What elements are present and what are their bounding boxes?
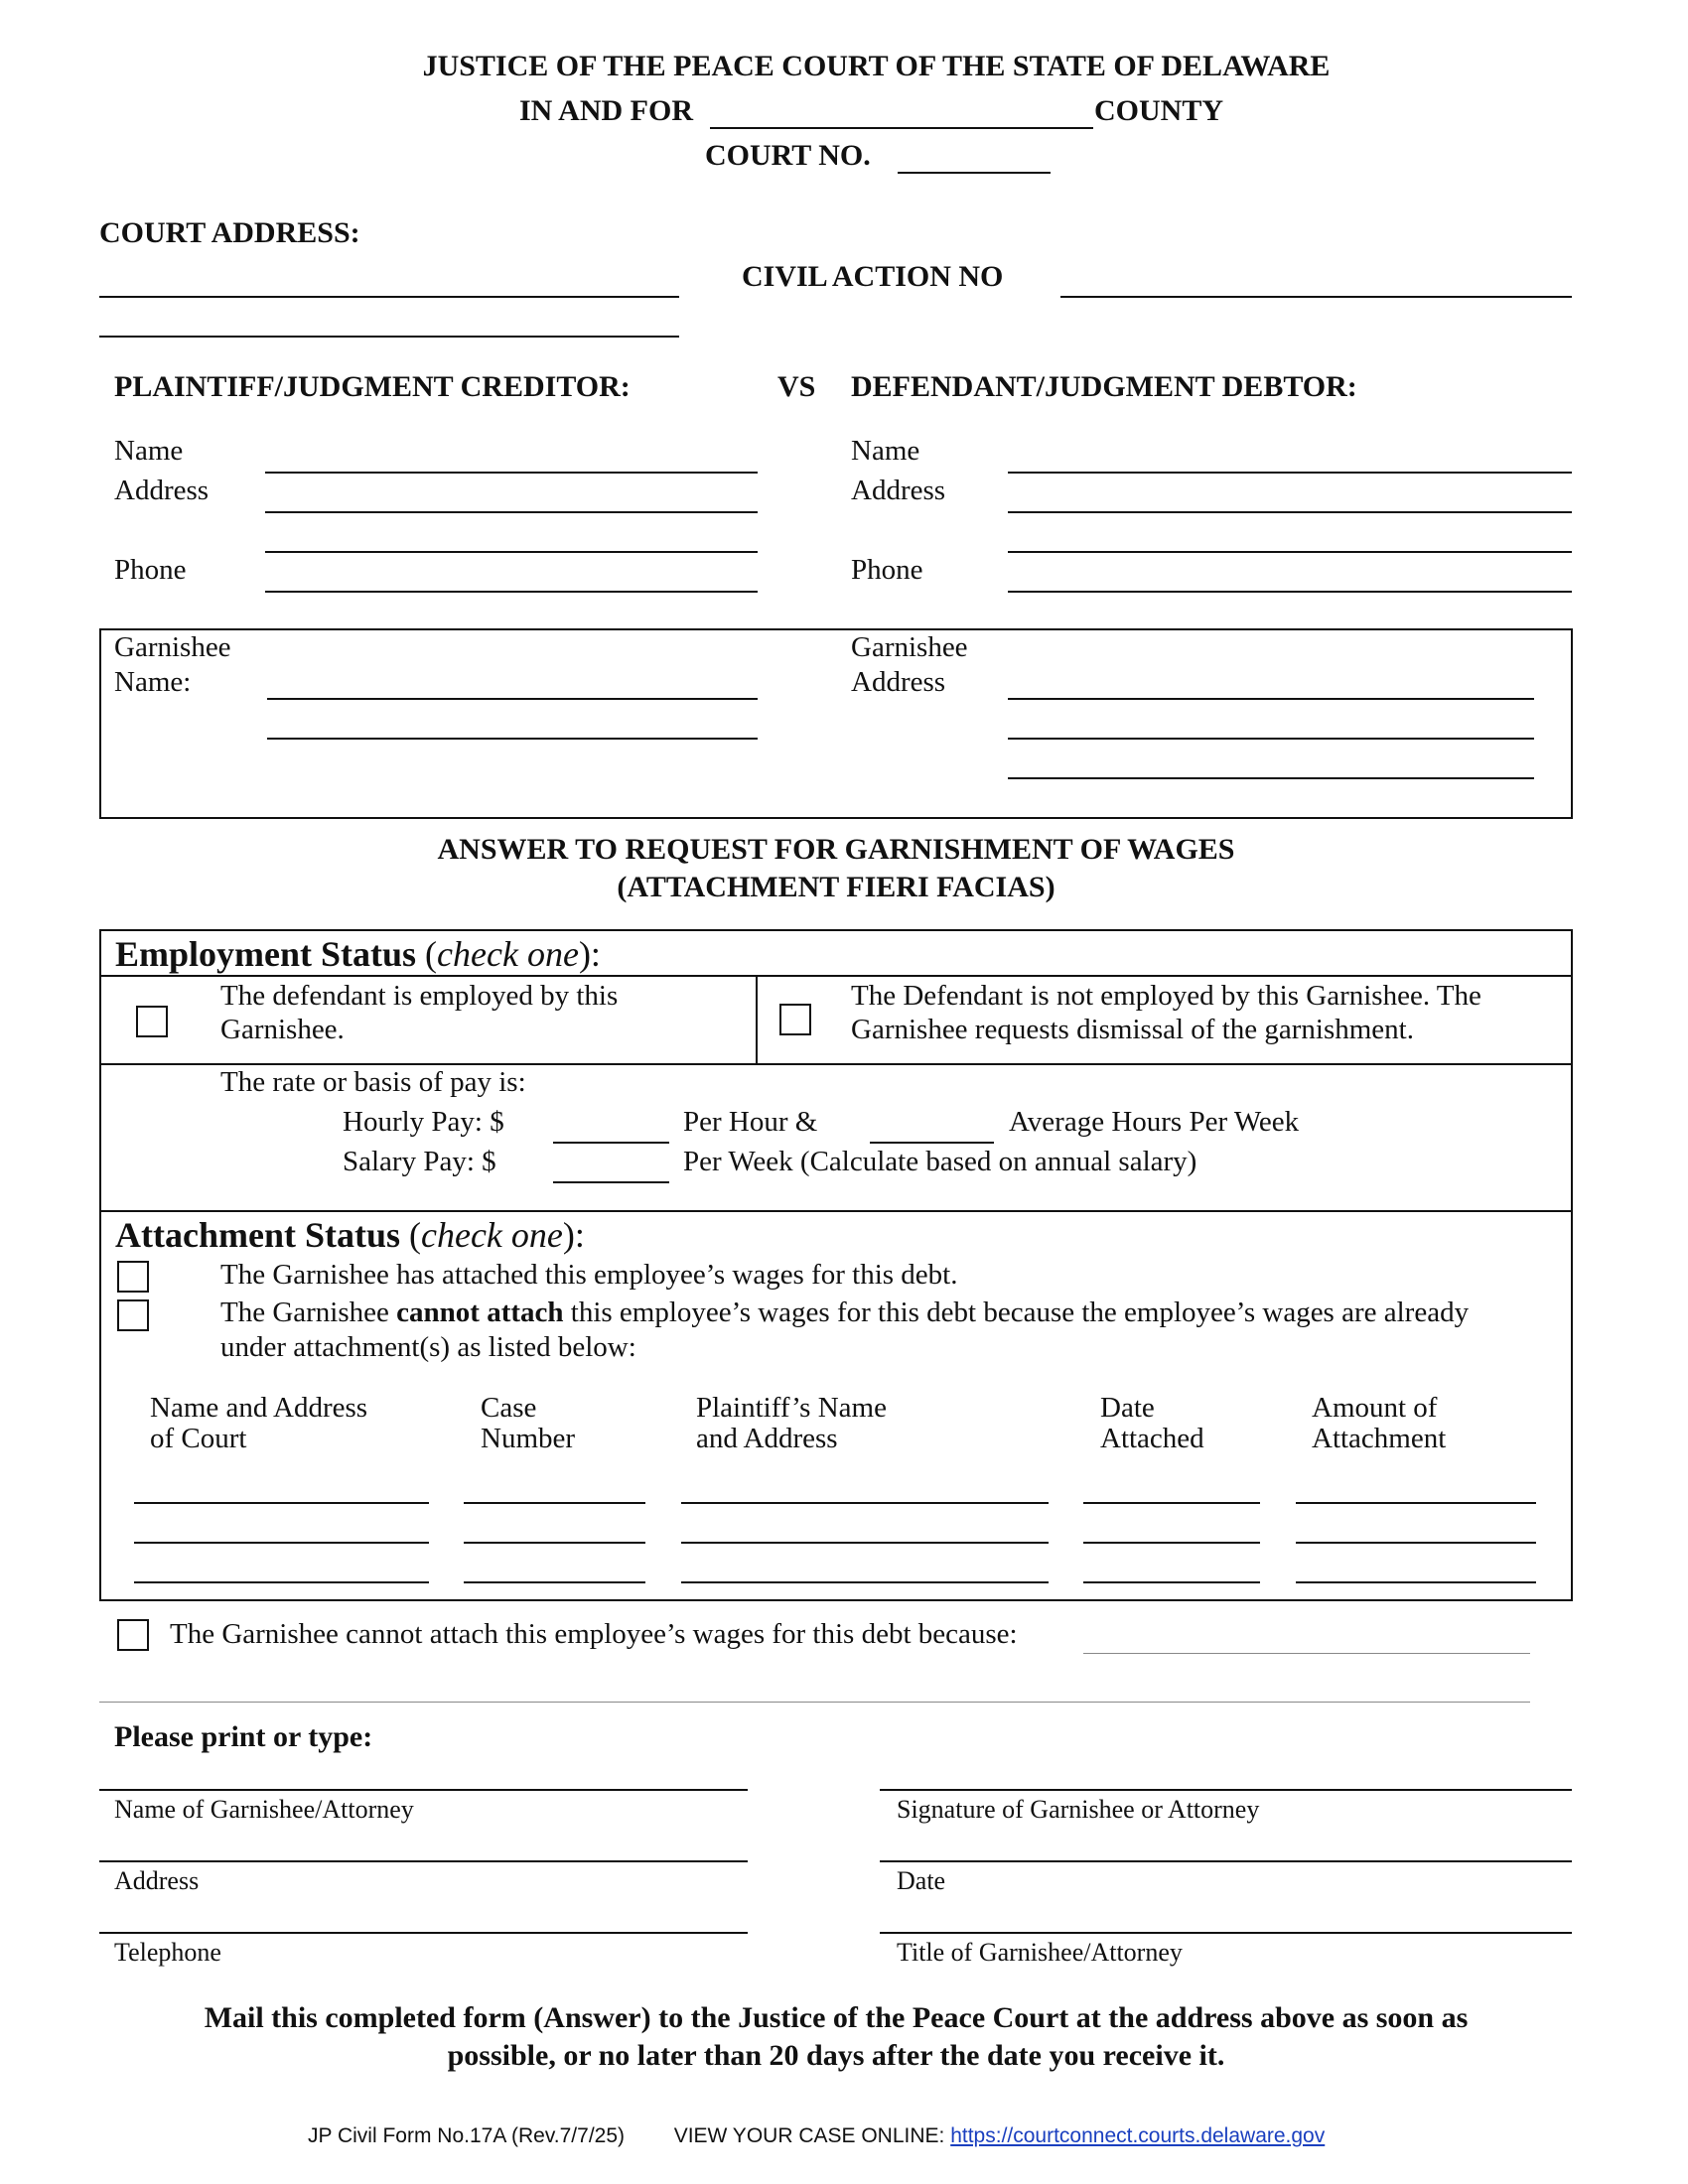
not-employed-checkbox[interactable] xyxy=(779,1004,811,1035)
garnishee-name-line[interactable] xyxy=(99,1789,748,1791)
garnishee-address-field-2[interactable] xyxy=(1008,738,1534,740)
row1-court[interactable] xyxy=(134,1502,429,1504)
col-plaintiff-l1: Plaintiff’s Name xyxy=(696,1392,887,1424)
col-plaintiff-header xyxy=(696,1392,887,1455)
plaintiff-name-label: Name xyxy=(114,435,184,467)
cannot-attach-reason-field-1[interactable] xyxy=(1083,1653,1530,1654)
col-amount-l1: Amount of xyxy=(1312,1392,1438,1424)
plaintiff-address-field-2[interactable] xyxy=(265,551,758,553)
employment-divider-mid xyxy=(756,975,758,1064)
attached-text: The Garnishee has attached this employee’s wages for this debt. xyxy=(220,1259,958,1291)
defendant-name-field[interactable] xyxy=(1008,472,1572,474)
cannot-attach-text xyxy=(220,1297,1469,1329)
attachment-heading-text: Attachment Status xyxy=(115,1215,400,1255)
plaintiff-heading: PLAINTIFF/JUDGMENT CREDITOR: xyxy=(114,370,631,403)
cannot-attach-because-text: The Garnishee cannot attach this employee’s wages for this debt because: xyxy=(170,1618,1018,1650)
employed-text-1: The defendant is employed by this xyxy=(220,980,619,1012)
per-week-label: Per Week (Calculate based on annual salary) xyxy=(683,1146,1197,1177)
row3-case[interactable] xyxy=(464,1581,645,1583)
row2-amount[interactable] xyxy=(1296,1542,1536,1544)
salary-pay-field[interactable] xyxy=(553,1181,669,1183)
court-no-label: COURT NO. xyxy=(705,139,871,172)
civil-action-field[interactable] xyxy=(1060,296,1572,298)
row1-amount[interactable] xyxy=(1296,1502,1536,1504)
court-address-label: COURT ADDRESS: xyxy=(99,216,360,249)
defendant-address-label: Address xyxy=(851,475,946,506)
garnishee-address-field-1[interactable] xyxy=(1008,698,1534,700)
defendant-heading: DEFENDANT/JUDGMENT DEBTOR: xyxy=(851,370,1357,403)
attachment-heading xyxy=(115,1214,585,1256)
employment-check-one: (check one): xyxy=(425,934,601,974)
cannot-attach-post: this employee’s wages for this debt because the employee’s wages are already xyxy=(563,1297,1470,1328)
col-court-l2: of Court xyxy=(150,1423,247,1454)
row2-date[interactable] xyxy=(1083,1542,1260,1544)
row2-plaintiff[interactable] xyxy=(681,1542,1049,1544)
garnishee-box xyxy=(99,628,1573,819)
col-plaintiff-l2: and Address xyxy=(696,1423,838,1454)
col-amount-l2: Attachment xyxy=(1312,1423,1447,1454)
row1-date[interactable] xyxy=(1083,1502,1260,1504)
employed-text-2: Garnishee. xyxy=(220,1014,345,1045)
col-case-header xyxy=(481,1392,575,1455)
garnishee-name-caption: Name of Garnishee/Attorney xyxy=(114,1795,414,1824)
garnishee-address-field-3[interactable] xyxy=(1008,777,1534,779)
date-caption: Date xyxy=(897,1866,946,1895)
cannot-attach-bold: cannot attach xyxy=(396,1297,564,1328)
employment-heading xyxy=(115,933,601,975)
attachment-check-one: (check one): xyxy=(408,1215,585,1255)
defendant-address-field-2[interactable] xyxy=(1008,551,1572,553)
signature-caption: Signature of Garnishee or Attorney xyxy=(897,1795,1260,1824)
col-date-l2: Attached xyxy=(1100,1423,1204,1454)
cannot-attach-checkbox[interactable] xyxy=(117,1299,149,1331)
court-no-field[interactable] xyxy=(898,172,1051,174)
garnishee-name-label-1: Garnishee xyxy=(114,631,231,663)
row3-date[interactable] xyxy=(1083,1581,1260,1583)
defendant-name-label: Name xyxy=(851,435,920,467)
col-case-l2: Number xyxy=(481,1423,576,1454)
not-employed-text-1: The Defendant is not employed by this Garnishee. The xyxy=(851,980,1481,1012)
telephone-line[interactable] xyxy=(99,1932,748,1934)
garnishee-name-label-2: Name: xyxy=(114,666,192,698)
col-court-l1: Name and Address xyxy=(150,1392,368,1424)
cannot-attach-reason-field-2[interactable] xyxy=(99,1702,1530,1703)
signer-address-caption: Address xyxy=(114,1866,200,1895)
row2-court[interactable] xyxy=(134,1542,429,1544)
garnishee-address-label-1: Garnishee xyxy=(851,631,968,663)
garnishee-address-label-2: Address xyxy=(851,666,946,698)
employment-divider-bottom xyxy=(99,1063,1573,1065)
telephone-caption: Telephone xyxy=(114,1938,221,1967)
col-amount-header xyxy=(1312,1392,1446,1455)
plaintiff-address-label: Address xyxy=(114,475,210,506)
row2-case[interactable] xyxy=(464,1542,645,1544)
col-date-l1: Date xyxy=(1100,1392,1155,1424)
mail-notice-line2: possible, or no later than 20 days after the date you receive it. xyxy=(447,2039,1225,2072)
signature-line[interactable] xyxy=(880,1789,1572,1791)
signer-address-line[interactable] xyxy=(99,1860,748,1862)
county-line-prefix: IN AND FOR xyxy=(519,94,694,127)
plaintiff-address-field-1[interactable] xyxy=(265,511,758,513)
case-online-link[interactable]: https://courtconnect.courts.delaware.gov xyxy=(950,2124,1326,2147)
civil-action-label: CIVIL ACTION NO xyxy=(742,260,1004,293)
print-or-type-label: Please print or type: xyxy=(114,1720,373,1753)
title-caption: Title of Garnishee/Attorney xyxy=(897,1938,1183,1967)
court-address-field-2[interactable] xyxy=(99,336,679,338)
per-hour-label: Per Hour & xyxy=(683,1106,818,1138)
defendant-phone-field[interactable] xyxy=(1008,591,1572,593)
rate-divider-bottom xyxy=(99,1210,1573,1212)
col-court-header xyxy=(150,1392,367,1455)
plaintiff-phone-label: Phone xyxy=(114,554,187,586)
hourly-pay-field[interactable] xyxy=(553,1142,669,1144)
defendant-phone-label: Phone xyxy=(851,554,923,586)
date-line[interactable] xyxy=(880,1860,1572,1862)
footer xyxy=(308,2124,1325,2148)
county-line-suffix: COUNTY xyxy=(1094,94,1224,127)
cannot-attach-pre: The Garnishee xyxy=(220,1297,397,1328)
court-title: JUSTICE OF THE PEACE COURT OF THE STATE OF DELAWARE xyxy=(422,50,1331,82)
form-title-line1: ANSWER TO REQUEST FOR GARNISHMENT OF WAGES xyxy=(437,833,1235,866)
plaintiff-name-field[interactable] xyxy=(265,472,758,474)
defendant-address-field-1[interactable] xyxy=(1008,511,1572,513)
county-field[interactable] xyxy=(710,127,1093,129)
avg-hours-label: Average Hours Per Week xyxy=(1009,1106,1300,1138)
row3-amount[interactable] xyxy=(1296,1581,1536,1583)
plaintiff-phone-field[interactable] xyxy=(265,591,758,593)
hourly-pay-label: Hourly Pay: $ xyxy=(343,1106,504,1138)
cannot-attach-text-2: under attachment(s) as listed below: xyxy=(220,1331,636,1363)
garnishee-name-field-2[interactable] xyxy=(267,738,758,740)
court-address-field-1[interactable] xyxy=(99,296,679,298)
view-online-label: VIEW YOUR CASE ONLINE: xyxy=(673,2124,945,2147)
rate-label: The rate or basis of pay is: xyxy=(220,1066,526,1098)
row1-case[interactable] xyxy=(464,1502,645,1504)
attached-checkbox[interactable] xyxy=(117,1261,149,1293)
form-id: JP Civil Form No.17A (Rev.7/7/25) xyxy=(308,2124,625,2147)
garnishee-name-field-1[interactable] xyxy=(267,698,758,700)
not-employed-text-2: Garnishee requests dismissal of the garnishment. xyxy=(851,1014,1414,1045)
employed-checkbox[interactable] xyxy=(136,1006,168,1037)
row1-plaintiff[interactable] xyxy=(681,1502,1049,1504)
avg-hours-field[interactable] xyxy=(870,1142,994,1144)
salary-pay-label: Salary Pay: $ xyxy=(343,1146,496,1177)
col-case-l1: Case xyxy=(481,1392,537,1424)
employment-divider-top xyxy=(99,975,1573,977)
title-line[interactable] xyxy=(880,1932,1572,1934)
form-title-line2: (ATTACHMENT FIERI FACIAS) xyxy=(617,871,1055,903)
row3-plaintiff[interactable] xyxy=(681,1581,1049,1583)
vs-label: VS xyxy=(777,370,816,403)
col-date-header xyxy=(1100,1392,1204,1455)
employment-heading-text: Employment Status xyxy=(115,934,417,974)
row3-court[interactable] xyxy=(134,1581,429,1583)
cannot-attach-because-checkbox[interactable] xyxy=(117,1619,149,1651)
mail-notice-line1: Mail this completed form (Answer) to the Justice of the Peace Court at the address above as soon as xyxy=(204,2001,1469,2034)
